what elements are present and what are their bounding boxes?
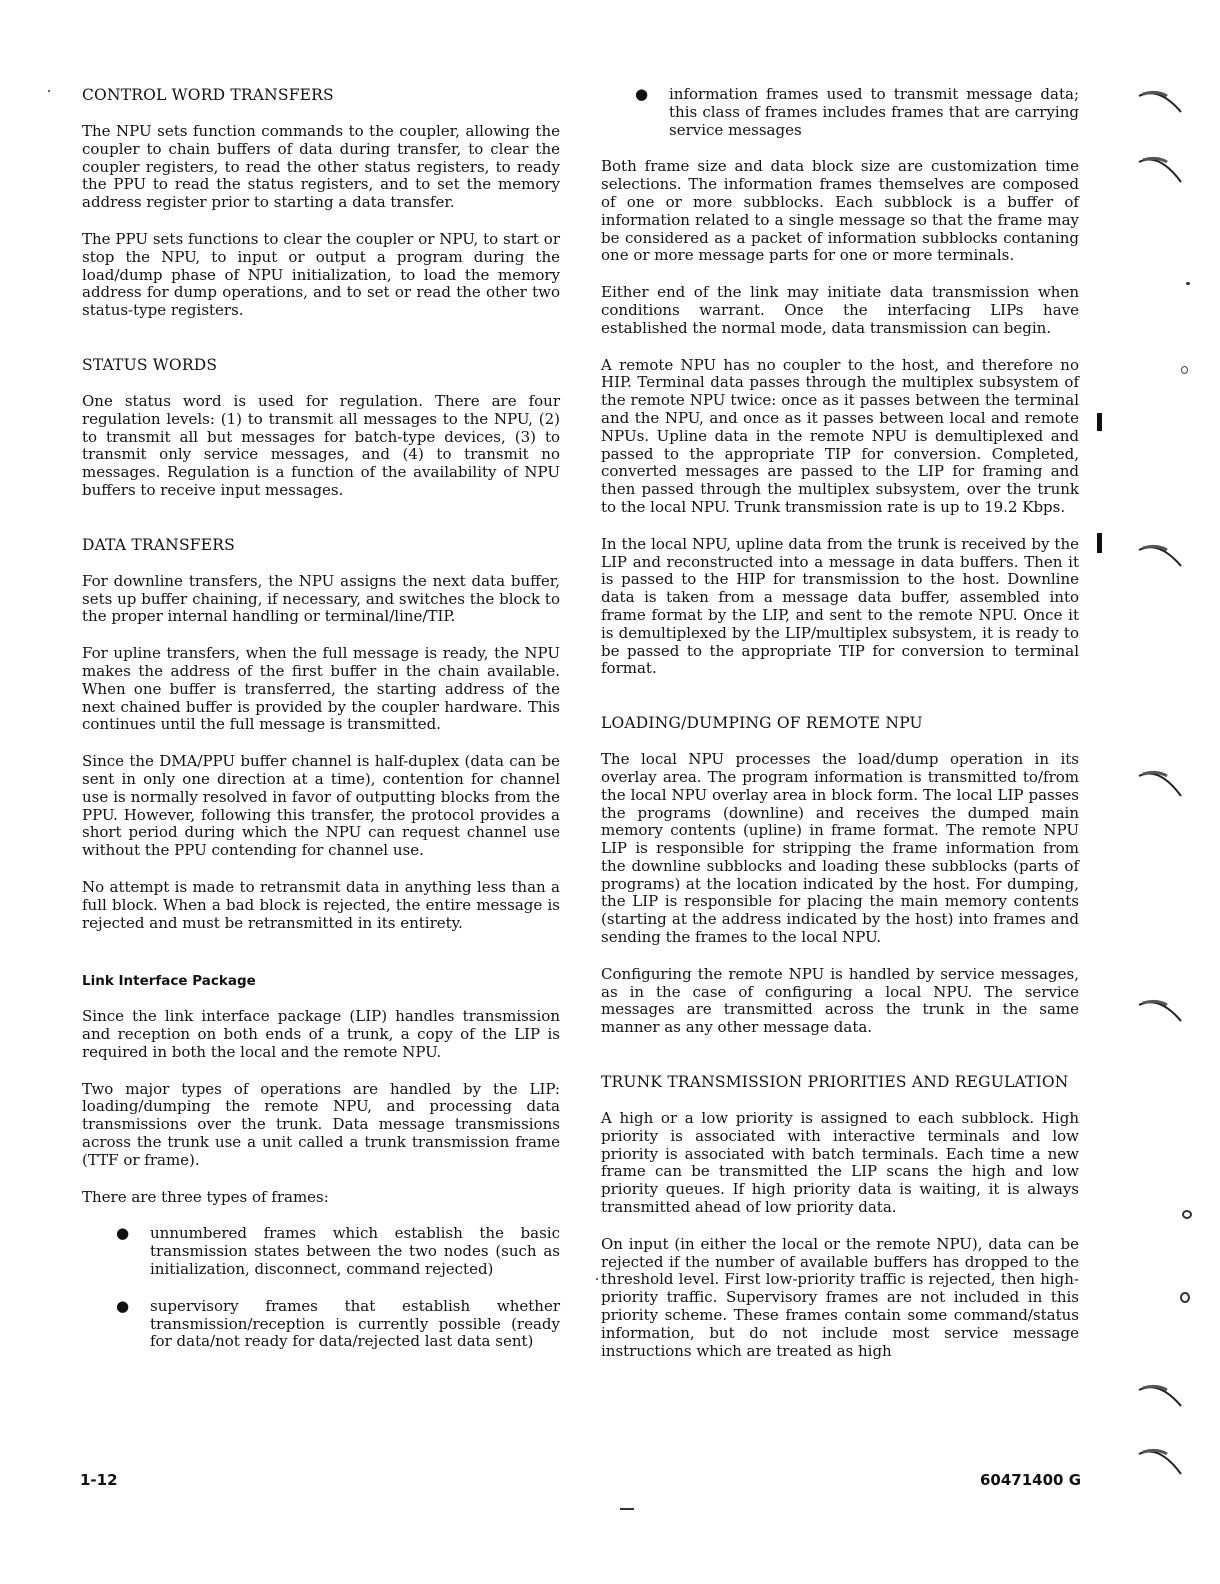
heading-link-interface-package: Link Interface Package bbox=[82, 973, 256, 990]
frame-types-list bbox=[82, 1225, 560, 1351]
paragraph: There are three types of frames: bbox=[82, 1187, 329, 1206]
paragraph: On input (in either the local or the remote NPU), data can be rejected if the number of available buffers has dropped to the threshold level. First low-priority traffic is rejected, then high-priority traffic. Supervisory frames are not included in this priority scheme. These frames contain some command/status information, but do not include most service message instructions which are treated as high bbox=[601, 1234, 1079, 1360]
binder-hole-shadow-icon bbox=[1137, 766, 1187, 800]
binder-hole-shadow-icon bbox=[1137, 152, 1187, 186]
paragraph: Both frame size and data block size are customization time selections. The information frames themselves are composed of one or more subblocks. Each subblock is a buffer of information related to a single message so that the frame may be considered as a packet of information subblocks contaning one or more message parts for one or more terminals. bbox=[601, 157, 1079, 265]
heading-trunk-priorities: TRUNK TRANSMISSION PRIORITIES AND REGULATION bbox=[601, 1073, 1069, 1092]
binder-hole-shadow-icon bbox=[1137, 540, 1187, 570]
left-column bbox=[82, 86, 560, 1370]
paragraph: Two major types of operations are handled by the LIP: loading/dumping the remote NPU, and processing data transmissions over the trunk. Data message transmissions across the trunk use a unit called a trunk transmission frame (TTF or frame). bbox=[82, 1079, 560, 1169]
bullet-icon: ● bbox=[116, 1296, 130, 1315]
scan-speck bbox=[620, 1508, 634, 1510]
list-item-text: supervisory frames that establish whether transmission/reception is currently possible (ready for data/not ready for data/rejected last data sent) bbox=[150, 1296, 560, 1351]
paragraph: Since the link interface package (LIP) handles transmission and reception on both ends of a trunk, a copy of the LIP is required in both the local and the remote NPU. bbox=[82, 1007, 560, 1061]
paragraph: Since the DMA/PPU buffer channel is half-duplex (data can be sent in only one direction at a time), contention for channel use is normally resolved in favor of outputting blocks from the PPU. However, following this transfer, the protocol provides a short period during which the NPU can request channel use without the PPU contending for channel use. bbox=[82, 752, 560, 860]
list-item-text: information frames used to transmit message data; this class of frames includes frames that are carrying service messages bbox=[669, 85, 1079, 139]
paragraph: The PPU sets functions to clear the coupler or NPU, to start or stop the NPU, to input or output a program during the load/dump phase of NPU initialization, to load the memory address for dump operations, and to set or read the other two status-type registers. bbox=[82, 229, 560, 320]
binder-hole-shadow-icon bbox=[1137, 1380, 1187, 1410]
change-bar bbox=[1097, 533, 1102, 553]
binder-hole-shadow-icon bbox=[1137, 995, 1187, 1025]
paragraph: In the local NPU, upline data from the trunk is received by the LIP and reconstructed into a message in data buffers. Then it is passed to the HIP for transmission to the host. Downline data is taken from a message data buffer, assembled into frame format by the LIP, and sent to the remote NPU. Once it is demultiplexed by the LIP/multiplex subsystem, it is ready to be passed to the appropriate TIP for conversion to terminal format. bbox=[601, 534, 1079, 678]
heading-loading-dumping: LOADING/DUMPING OF REMOTE NPU bbox=[601, 714, 923, 733]
scan-speck bbox=[1181, 366, 1188, 374]
paragraph: One status word is used for regulation. There are four regulation levels: (1) to transmit all messages to the NPU, (2) to transmit all but messages for batch-type devices, (3) to transmit only service messages, and (4) to transmit no messages. Regulation is a function of the availability of NPU buffers to receive input messages. bbox=[82, 391, 560, 499]
list-item bbox=[82, 1225, 560, 1278]
bullet-icon: ● bbox=[635, 85, 649, 103]
paragraph: Configuring the remote NPU is handled by service messages, as in the case of configuring a local NPU. The service messages are transmitted across the trunk in the same manner as any other message data. bbox=[601, 964, 1079, 1037]
paragraph: A remote NPU has no coupler to the host, and therefore no HIP. Terminal data passes through the multiplex subsystem of the remote NPU twice: once as it passes between the terminal and the NPU, and once as it passes between local and remote NPUs. Upline data in the remote NPU is demultiplexed and passed to the appropriate TIP for conversion. Completed, converted messages are passed to the LIP for framing and then passed through the multiplex subsystem, over the trunk to the local NPU. Trunk transmission rate is up to 19.2 Kbps. bbox=[601, 355, 1079, 516]
document-number: 60471400 G bbox=[980, 1471, 1082, 1489]
heading-status-words: STATUS WORDS bbox=[82, 355, 218, 374]
binder-hole-shadow-icon bbox=[1137, 1444, 1187, 1478]
paragraph: The NPU sets function commands to the coupler, allowing the coupler to chain buffers of data during transfer, to clear the coupler registers, to read the other status registers, to ready the PPU to read the status registers, and to set the memory address register prior to starting a data transfer. bbox=[82, 122, 560, 212]
list-item bbox=[601, 86, 1079, 139]
paragraph: For upline transfers, when the full message is ready, the NPU makes the address of the first buffer in the chain available. When one buffer is transferred, the starting address of the next chained buffer is provided by the coupler hardware. This continues until the full message is transmitted. bbox=[82, 644, 560, 734]
paragraph: No attempt is made to retransmit data in anything less than a full block. When a bad block is rejected, the entire message is rejected and must be retransmitted in its entirety. bbox=[82, 877, 560, 932]
page-number: 1-12 bbox=[80, 1471, 118, 1489]
right-column bbox=[601, 86, 1079, 1379]
list-item bbox=[82, 1298, 560, 1351]
scan-speck bbox=[596, 1278, 598, 1280]
heading-control-word-transfers: CONTROL WORD TRANSFERS bbox=[82, 86, 334, 104]
binder-hole-shadow-icon bbox=[1137, 86, 1187, 116]
paragraph: A high or a low priority is assigned to each subblock. High priority is associated with interactive terminals and low priority is associated with batch terminals. Each time a new frame can be transmitted the LIP scans the high and low priority queues. If high priority data is waiting, it is always transmitted ahead of low priority data. bbox=[601, 1109, 1079, 1217]
scan-speck bbox=[1182, 1210, 1192, 1219]
frame-types-list-continued bbox=[601, 86, 1079, 139]
paragraph: For downline transfers, the NPU assigns the next data buffer, sets up buffer chaining, if necessary, and switches the block to the proper internal handling or terminal/line/TIP. bbox=[82, 571, 560, 626]
bullet-icon: ● bbox=[116, 1224, 130, 1243]
scan-speck bbox=[1186, 282, 1190, 285]
paragraph: Either end of the link may initiate data transmission when conditions warrant. Once the interfacing LIPs have established the normal mode, data transmission can begin. bbox=[601, 283, 1079, 337]
change-bar bbox=[1097, 413, 1102, 431]
scan-speck bbox=[48, 90, 50, 92]
paragraph: The local NPU processes the load/dump operation in its overlay area. The program information is transmitted to/from the local NPU overlay area in block form. The local LIP passes the programs (downline) and receives the dumped main memory contents (upline) in frame format. The remote NPU LIP is responsible for stripping the frame information from the downline subblocks and loading these subblocks (parts of programs) at the location indicated by the host. For dumping, the LIP is responsible for placing the main memory contents (starting at the address indicated by the host) into frames and sending the frames to the local NPU. bbox=[601, 750, 1079, 947]
list-item-text: unnumbered frames which establish the basic transmission states between the two nodes (such as initialization, disconnect, command rejected) bbox=[150, 1224, 560, 1279]
scan-speck bbox=[1180, 1292, 1190, 1303]
heading-data-transfers: DATA TRANSFERS bbox=[82, 535, 235, 554]
